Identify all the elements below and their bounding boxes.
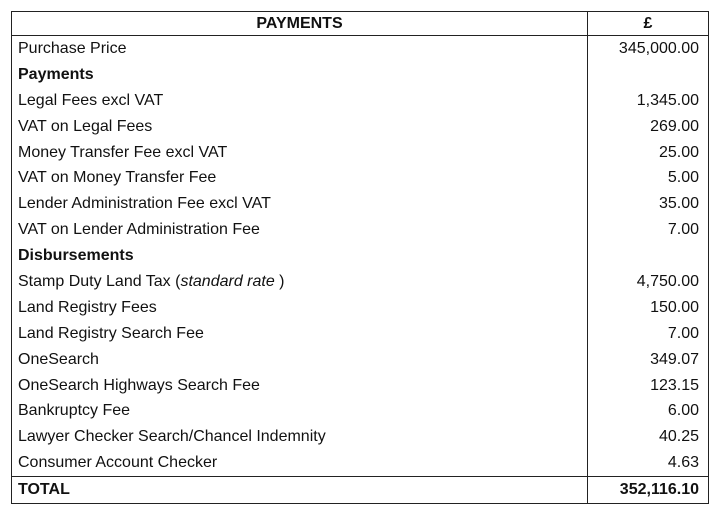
row-label-text: VAT on Money Transfer Fee	[18, 169, 217, 187]
table-row	[12, 114, 709, 140]
row-label-text: Lawyer Checker Search/Chancel Indemnity	[18, 428, 326, 446]
table-row	[12, 88, 709, 114]
row-label-suffix: )	[274, 272, 285, 290]
row-label	[12, 398, 588, 424]
table-row	[12, 450, 709, 476]
section-row	[12, 243, 709, 269]
currency-header: £	[588, 12, 709, 36]
row-label	[12, 114, 588, 140]
table-row	[12, 269, 709, 295]
payments-table	[11, 11, 709, 504]
row-label	[12, 321, 588, 347]
row-label-text: Payments	[18, 65, 94, 83]
row-label-text: Consumer Account Checker	[18, 454, 218, 472]
table-row	[12, 398, 709, 424]
row-label-text: Bankruptcy Fee	[18, 402, 131, 420]
row-label-text: Land Registry Fees	[18, 298, 157, 316]
row-amount: 269.00	[588, 114, 709, 140]
row-amount: 345,000.00	[588, 36, 709, 62]
row-amount: 40.25	[588, 424, 709, 450]
row-label-text: Stamp Duty Land Tax (	[18, 272, 181, 290]
row-label-text: Land Registry Search Fee	[18, 324, 204, 342]
row-label	[12, 373, 588, 399]
row-label-text: VAT on Lender Administration Fee	[18, 221, 260, 239]
table-header-row	[12, 12, 709, 36]
table-row	[12, 347, 709, 373]
total-label: TOTAL	[12, 477, 588, 504]
row-label	[12, 269, 588, 295]
table-row	[12, 424, 709, 450]
row-amount: 4.63	[588, 450, 709, 476]
row-label	[12, 295, 588, 321]
table-row	[12, 217, 709, 243]
section-row	[12, 62, 709, 88]
row-label-text: OneSearch	[18, 350, 99, 368]
row-amount: 1,345.00	[588, 88, 709, 114]
row-amount: 150.00	[588, 295, 709, 321]
table-row	[12, 191, 709, 217]
row-label-text: OneSearch Highways Search Fee	[18, 376, 260, 394]
row-label-text: Money Transfer Fee excl VAT	[18, 143, 228, 161]
row-amount: 123.15	[588, 373, 709, 399]
table-row	[12, 373, 709, 399]
row-label	[12, 450, 588, 476]
row-amount	[588, 62, 709, 88]
row-label	[12, 36, 588, 62]
row-label-italic: standard rate	[180, 272, 275, 290]
row-label-text: Disbursements	[18, 247, 134, 265]
total-amount: 352,116.10	[588, 477, 709, 504]
row-amount	[588, 243, 709, 269]
row-label-text: Purchase Price	[18, 39, 127, 57]
payments-statement	[11, 11, 708, 498]
table-body	[12, 36, 709, 477]
row-amount: 35.00	[588, 191, 709, 217]
row-label-text: Lender Administration Fee excl VAT	[18, 195, 271, 213]
table-row	[12, 295, 709, 321]
row-amount: 4,750.00	[588, 269, 709, 295]
row-amount: 349.07	[588, 347, 709, 373]
payments-header: PAYMENTS	[12, 12, 588, 36]
total-row	[12, 477, 709, 504]
section-label	[12, 243, 588, 269]
row-label	[12, 424, 588, 450]
table-row	[12, 321, 709, 347]
section-label	[12, 62, 588, 88]
row-label	[12, 165, 588, 191]
table-row	[12, 36, 709, 62]
table-row	[12, 140, 709, 166]
row-amount: 25.00	[588, 140, 709, 166]
row-amount: 7.00	[588, 321, 709, 347]
row-amount: 5.00	[588, 165, 709, 191]
row-label	[12, 191, 588, 217]
row-label	[12, 88, 588, 114]
row-amount: 7.00	[588, 217, 709, 243]
row-amount: 6.00	[588, 398, 709, 424]
table-row	[12, 165, 709, 191]
row-label	[12, 347, 588, 373]
row-label	[12, 140, 588, 166]
row-label-text: Legal Fees excl VAT	[18, 91, 164, 109]
row-label	[12, 217, 588, 243]
row-label-text: VAT on Legal Fees	[18, 117, 153, 135]
